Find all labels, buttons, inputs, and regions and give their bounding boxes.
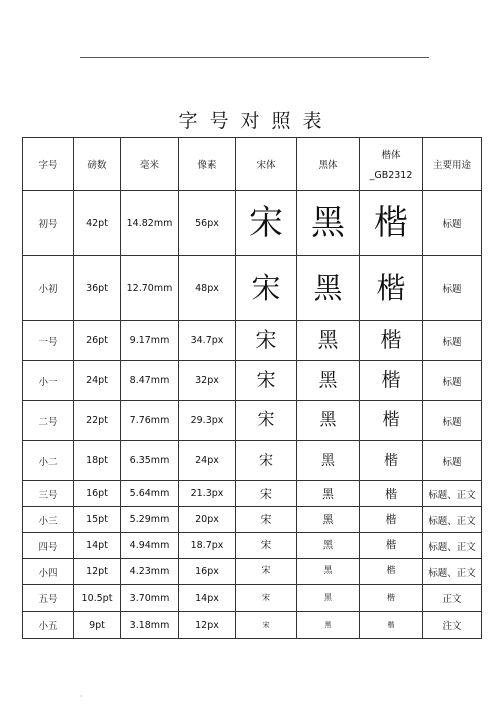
heiti-sample-cell: 黑 <box>297 533 360 559</box>
heiti-sample-cell: 黑 <box>297 256 360 321</box>
usage-cell: 标题、正文 <box>423 533 482 559</box>
table-row <box>23 401 482 441</box>
millimeters-cell: 5.29mm <box>121 507 179 533</box>
points-cell: 18pt <box>74 441 121 481</box>
pixels-cell: 56px <box>179 191 236 256</box>
songti-sample-cell: 宋 <box>236 612 297 639</box>
header-cell: 宋体 <box>236 138 297 191</box>
table-row <box>23 585 482 612</box>
table-row <box>23 321 482 361</box>
songti-sample-cell: 宋 <box>236 361 297 401</box>
pixels-cell: 21.3px <box>179 481 236 507</box>
top-rule <box>80 57 429 58</box>
pixels-cell: 12px <box>179 612 236 639</box>
kaiti-sample-cell: 楷 <box>360 401 423 441</box>
points-cell: 24pt <box>74 361 121 401</box>
points-cell: 36pt <box>74 256 121 321</box>
millimeters-cell: 12.70mm <box>121 256 179 321</box>
heiti-sample-cell: 黑 <box>297 321 360 361</box>
size-name-cell: 小四 <box>23 559 74 585</box>
millimeters-cell: 3.18mm <box>121 612 179 639</box>
points-cell: 10.5pt <box>74 585 121 612</box>
points-cell: 26pt <box>74 321 121 361</box>
usage-cell: 标题 <box>423 441 482 481</box>
table-row <box>23 533 482 559</box>
pixels-cell: 29.3px <box>179 401 236 441</box>
millimeters-cell: 7.76mm <box>121 401 179 441</box>
songti-sample-cell: 宋 <box>236 191 297 256</box>
points-cell: 22pt <box>74 401 121 441</box>
usage-cell: 标题、正文 <box>423 481 482 507</box>
heiti-sample-cell: 黑 <box>297 585 360 612</box>
millimeters-cell: 5.64mm <box>121 481 179 507</box>
usage-cell: 标题 <box>423 256 482 321</box>
table-row <box>23 361 482 401</box>
table-row <box>23 441 482 481</box>
millimeters-cell: 8.47mm <box>121 361 179 401</box>
header-cell-line: 楷体 <box>381 150 401 161</box>
usage-cell: 标题 <box>423 321 482 361</box>
songti-sample-cell: 宋 <box>236 533 297 559</box>
size-name-cell: 初号 <box>23 191 74 256</box>
heiti-sample-cell: 黑 <box>297 401 360 441</box>
size-name-cell: 小初 <box>23 256 74 321</box>
millimeters-cell: 4.94mm <box>121 533 179 559</box>
usage-cell: 注文 <box>423 612 482 639</box>
table-row <box>23 481 482 507</box>
heiti-sample-cell: 黑 <box>297 612 360 639</box>
size-name-cell: 小三 <box>23 507 74 533</box>
header-cell <box>360 138 423 191</box>
pixels-cell: 20px <box>179 507 236 533</box>
usage-cell: 标题、正文 <box>423 559 482 585</box>
size-name-cell: 二号 <box>23 401 74 441</box>
header-cell: 字号 <box>23 138 74 191</box>
usage-cell: 标题 <box>423 401 482 441</box>
table-row <box>23 256 482 321</box>
table-row <box>23 559 482 585</box>
pixels-cell: 48px <box>179 256 236 321</box>
millimeters-cell: 9.17mm <box>121 321 179 361</box>
millimeters-cell: 14.82mm <box>121 191 179 256</box>
songti-sample-cell: 宋 <box>236 559 297 585</box>
table-row <box>23 191 482 256</box>
header-cell: 像素 <box>179 138 236 191</box>
songti-sample-cell: 宋 <box>236 481 297 507</box>
header-cell: 磅数 <box>74 138 121 191</box>
size-name-cell: 三号 <box>23 481 74 507</box>
kaiti-sample-cell: 楷 <box>360 507 423 533</box>
kaiti-sample-cell: 楷 <box>360 191 423 256</box>
millimeters-cell: 6.35mm <box>121 441 179 481</box>
table-header-row <box>23 138 482 191</box>
kaiti-sample-cell: 楷 <box>360 612 423 639</box>
songti-sample-cell: 宋 <box>236 441 297 481</box>
pixels-cell: 32px <box>179 361 236 401</box>
size-name-cell: 一号 <box>23 321 74 361</box>
header-cell: 黑体 <box>297 138 360 191</box>
heiti-sample-cell: 黑 <box>297 507 360 533</box>
usage-cell: 标题、正文 <box>423 507 482 533</box>
kaiti-sample-cell: 楷 <box>360 256 423 321</box>
header-cell: 毫米 <box>121 138 179 191</box>
usage-cell: 标题 <box>423 361 482 401</box>
kaiti-sample-cell: 楷 <box>360 321 423 361</box>
pixels-cell: 18.7px <box>179 533 236 559</box>
header-cell-line: _GB2312 <box>369 170 413 181</box>
page-mark: · <box>80 692 83 701</box>
points-cell: 15pt <box>74 507 121 533</box>
songti-sample-cell: 宋 <box>236 256 297 321</box>
kaiti-sample-cell: 楷 <box>360 533 423 559</box>
pixels-cell: 14px <box>179 585 236 612</box>
songti-sample-cell: 宋 <box>236 507 297 533</box>
size-name-cell: 五号 <box>23 585 74 612</box>
usage-cell: 正文 <box>423 585 482 612</box>
points-cell: 12pt <box>74 559 121 585</box>
points-cell: 16pt <box>74 481 121 507</box>
size-name-cell: 小二 <box>23 441 74 481</box>
kaiti-sample-cell: 楷 <box>360 559 423 585</box>
songti-sample-cell: 宋 <box>236 585 297 612</box>
kaiti-sample-cell: 楷 <box>360 441 423 481</box>
heiti-sample-cell: 黑 <box>297 481 360 507</box>
millimeters-cell: 4.23mm <box>121 559 179 585</box>
points-cell: 42pt <box>74 191 121 256</box>
pixels-cell: 16px <box>179 559 236 585</box>
points-cell: 9pt <box>74 612 121 639</box>
kaiti-sample-cell: 楷 <box>360 361 423 401</box>
heiti-sample-cell: 黑 <box>297 559 360 585</box>
points-cell: 14pt <box>74 533 121 559</box>
songti-sample-cell: 宋 <box>236 321 297 361</box>
kaiti-sample-cell: 楷 <box>360 585 423 612</box>
page-title: 字号对照表 <box>178 110 334 132</box>
heiti-sample-cell: 黑 <box>297 441 360 481</box>
kaiti-sample-cell: 楷 <box>360 481 423 507</box>
size-name-cell: 小五 <box>23 612 74 639</box>
heiti-sample-cell: 黑 <box>297 191 360 256</box>
font-size-table <box>22 137 482 639</box>
heiti-sample-cell: 黑 <box>297 361 360 401</box>
header-cell: 主要用途 <box>423 138 482 191</box>
songti-sample-cell: 宋 <box>236 401 297 441</box>
pixels-cell: 24px <box>179 441 236 481</box>
size-name-cell: 小一 <box>23 361 74 401</box>
table-row <box>23 612 482 639</box>
table-row <box>23 507 482 533</box>
usage-cell: 标题 <box>423 191 482 256</box>
pixels-cell: 34.7px <box>179 321 236 361</box>
millimeters-cell: 3.70mm <box>121 585 179 612</box>
size-name-cell: 四号 <box>23 533 74 559</box>
